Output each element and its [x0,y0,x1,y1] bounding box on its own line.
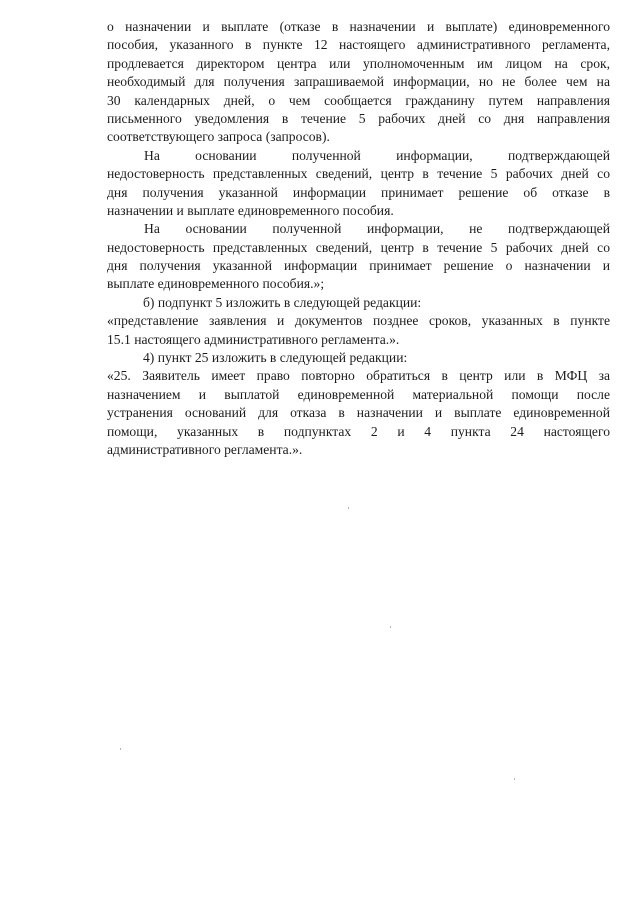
text-line: помощи, указанных в подпунктах 2 и 4 пункта 24 настоящего [107,423,610,439]
scan-speck [514,778,515,780]
text-line: назначении и выплате единовременного пособия. [107,202,394,218]
text-line: устранения оснований для отказа в назначении и выплате единовременной [107,405,610,421]
text-line: соответствующего запроса (запросов). [107,129,330,145]
subpoint-heading: б) подпункт 5 изложить в следующей редакции: [143,294,422,310]
text-line: 30 календарных дней, о чем сообщается гражданину путем направления [107,92,610,108]
text-line: назначением и выплатой единовременной материальной помощи после [107,386,610,402]
scan-speck [120,748,121,750]
text-line: пособия, указанного в пункте 12 настоящего административного регламента, [107,37,610,53]
text-line: 15.1 настоящего административного регламента.». [107,331,400,347]
point-heading: 4) пункт 25 изложить в следующей редакции: [143,350,408,366]
text-line: продлевается директором центра или уполномоченным им лицом на срок, [107,55,610,71]
document-text [107,18,610,459]
text-line: административного регламента.». [107,441,303,457]
text-line: «представление заявления и документов позднее сроков, указанных в пункте [107,313,610,329]
paragraph-first-line: На основании полученной информации, не подтверждающей [144,221,610,237]
text-line: дня получения указанной информации принимает решение об отказе в [107,184,610,200]
scan-speck [348,507,349,509]
text-line: «25. Заявитель имеет право повторно обратиться в центр или в МФЦ за [107,368,610,384]
text-line: недостоверность представленных сведений, центр в течение 5 рабочих дней со [107,166,610,182]
paragraph-first-line: На основании полученной информации, подтверждающей [144,147,610,163]
text-line: письменного уведомления в течение 5 рабочих дней со дня направления [107,110,610,126]
text-line: выплате единовременного пособия.»; [107,276,325,292]
text-line: необходимый для получения запрашиваемой информации, но не более чем на [107,74,610,90]
text-line: о назначении и выплате (отказе в назначении и выплате) единовременного [107,19,610,34]
text-line: дня получения указанной информации принимает решение о назначении и [107,258,610,274]
scan-speck [390,626,391,628]
text-line: недостоверность представленных сведений, центр в течение 5 рабочих дней со [107,239,610,255]
